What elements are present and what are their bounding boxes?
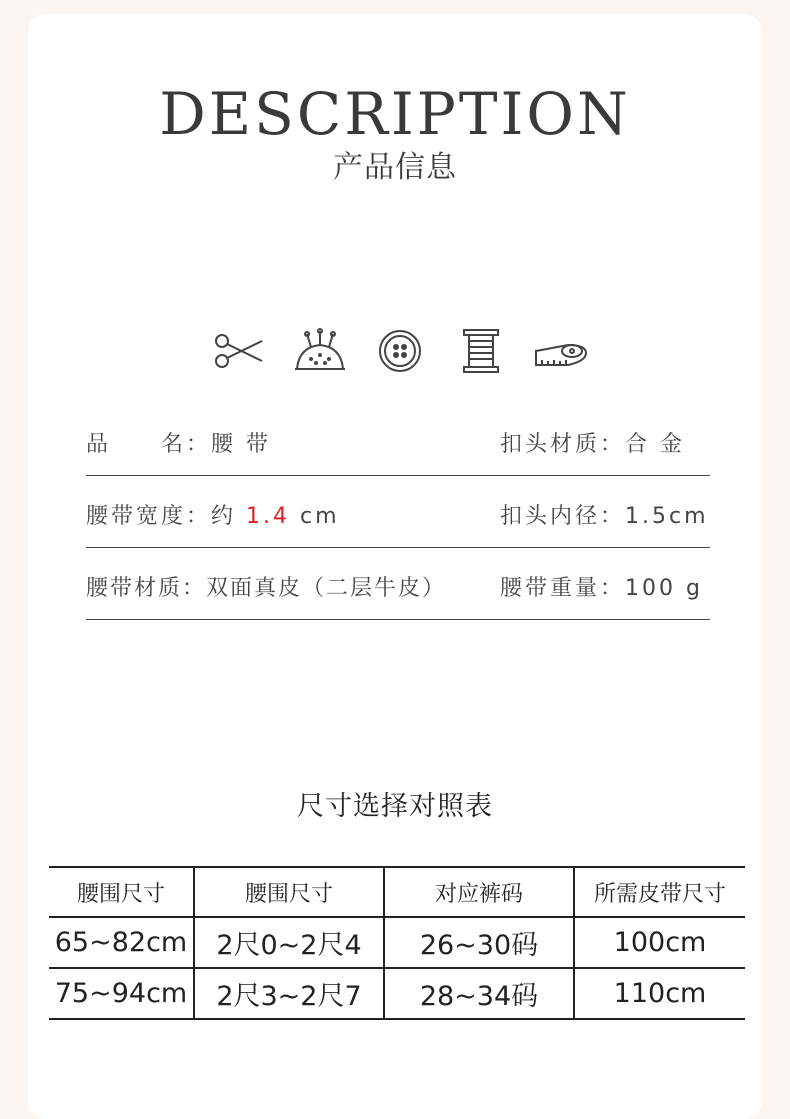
button-icon xyxy=(371,327,429,375)
tape-measure-icon xyxy=(532,327,590,375)
info-label: 扣头材质： xyxy=(500,432,626,457)
size-chart-table xyxy=(49,866,745,1020)
info-row-name-buckle xyxy=(86,403,710,476)
info-value: 1.5cm xyxy=(625,504,709,529)
info-row-material-weight xyxy=(86,547,710,620)
info-value: 约 xyxy=(211,504,247,529)
pincushion-icon xyxy=(291,327,349,375)
info-value: 100 g xyxy=(625,576,703,601)
info-label: 腰带重量： xyxy=(500,576,626,601)
table-cell: 2尺3~2尺7 xyxy=(194,968,384,1019)
table-header-row xyxy=(49,867,745,917)
info-row-width-diameter xyxy=(86,475,710,548)
table-cell: 110cm xyxy=(574,968,745,1019)
info-value: 腰 带 xyxy=(211,432,272,457)
table-row xyxy=(49,968,745,1019)
thread-spool-icon xyxy=(452,327,510,375)
info-label: 品 名： xyxy=(86,432,212,457)
column-header: 腰围尺寸 xyxy=(194,867,384,917)
table-cell: 28~34码 xyxy=(384,968,574,1019)
column-header: 对应裤码 xyxy=(384,867,574,917)
table-cell: 26~30码 xyxy=(384,917,574,968)
table-cell: 75~94cm xyxy=(49,968,194,1019)
table-cell: 2尺0~2尺4 xyxy=(194,917,384,968)
size-chart-title: 尺寸选择对照表 xyxy=(297,791,493,822)
width-value-highlight: 1.4 xyxy=(246,504,291,529)
table-row xyxy=(49,917,745,968)
column-header: 腰围尺寸 xyxy=(49,867,194,917)
page-subtitle: 产品信息 xyxy=(333,150,457,185)
info-label: 腰带宽度： xyxy=(86,504,212,529)
icon-row xyxy=(210,326,590,376)
column-header: 所需皮带尺寸 xyxy=(574,867,745,917)
info-value: 合 金 xyxy=(625,432,686,457)
table-cell: 65~82cm xyxy=(49,917,194,968)
page-title: DESCRIPTION xyxy=(159,80,631,148)
width-unit: cm xyxy=(290,504,340,529)
info-value: 双面真皮（二层牛皮） xyxy=(206,576,447,601)
table-cell: 100cm xyxy=(574,917,745,968)
info-label: 扣头内径： xyxy=(500,504,626,529)
info-label: 腰带材质： xyxy=(86,576,207,601)
scissors-icon xyxy=(210,327,268,375)
